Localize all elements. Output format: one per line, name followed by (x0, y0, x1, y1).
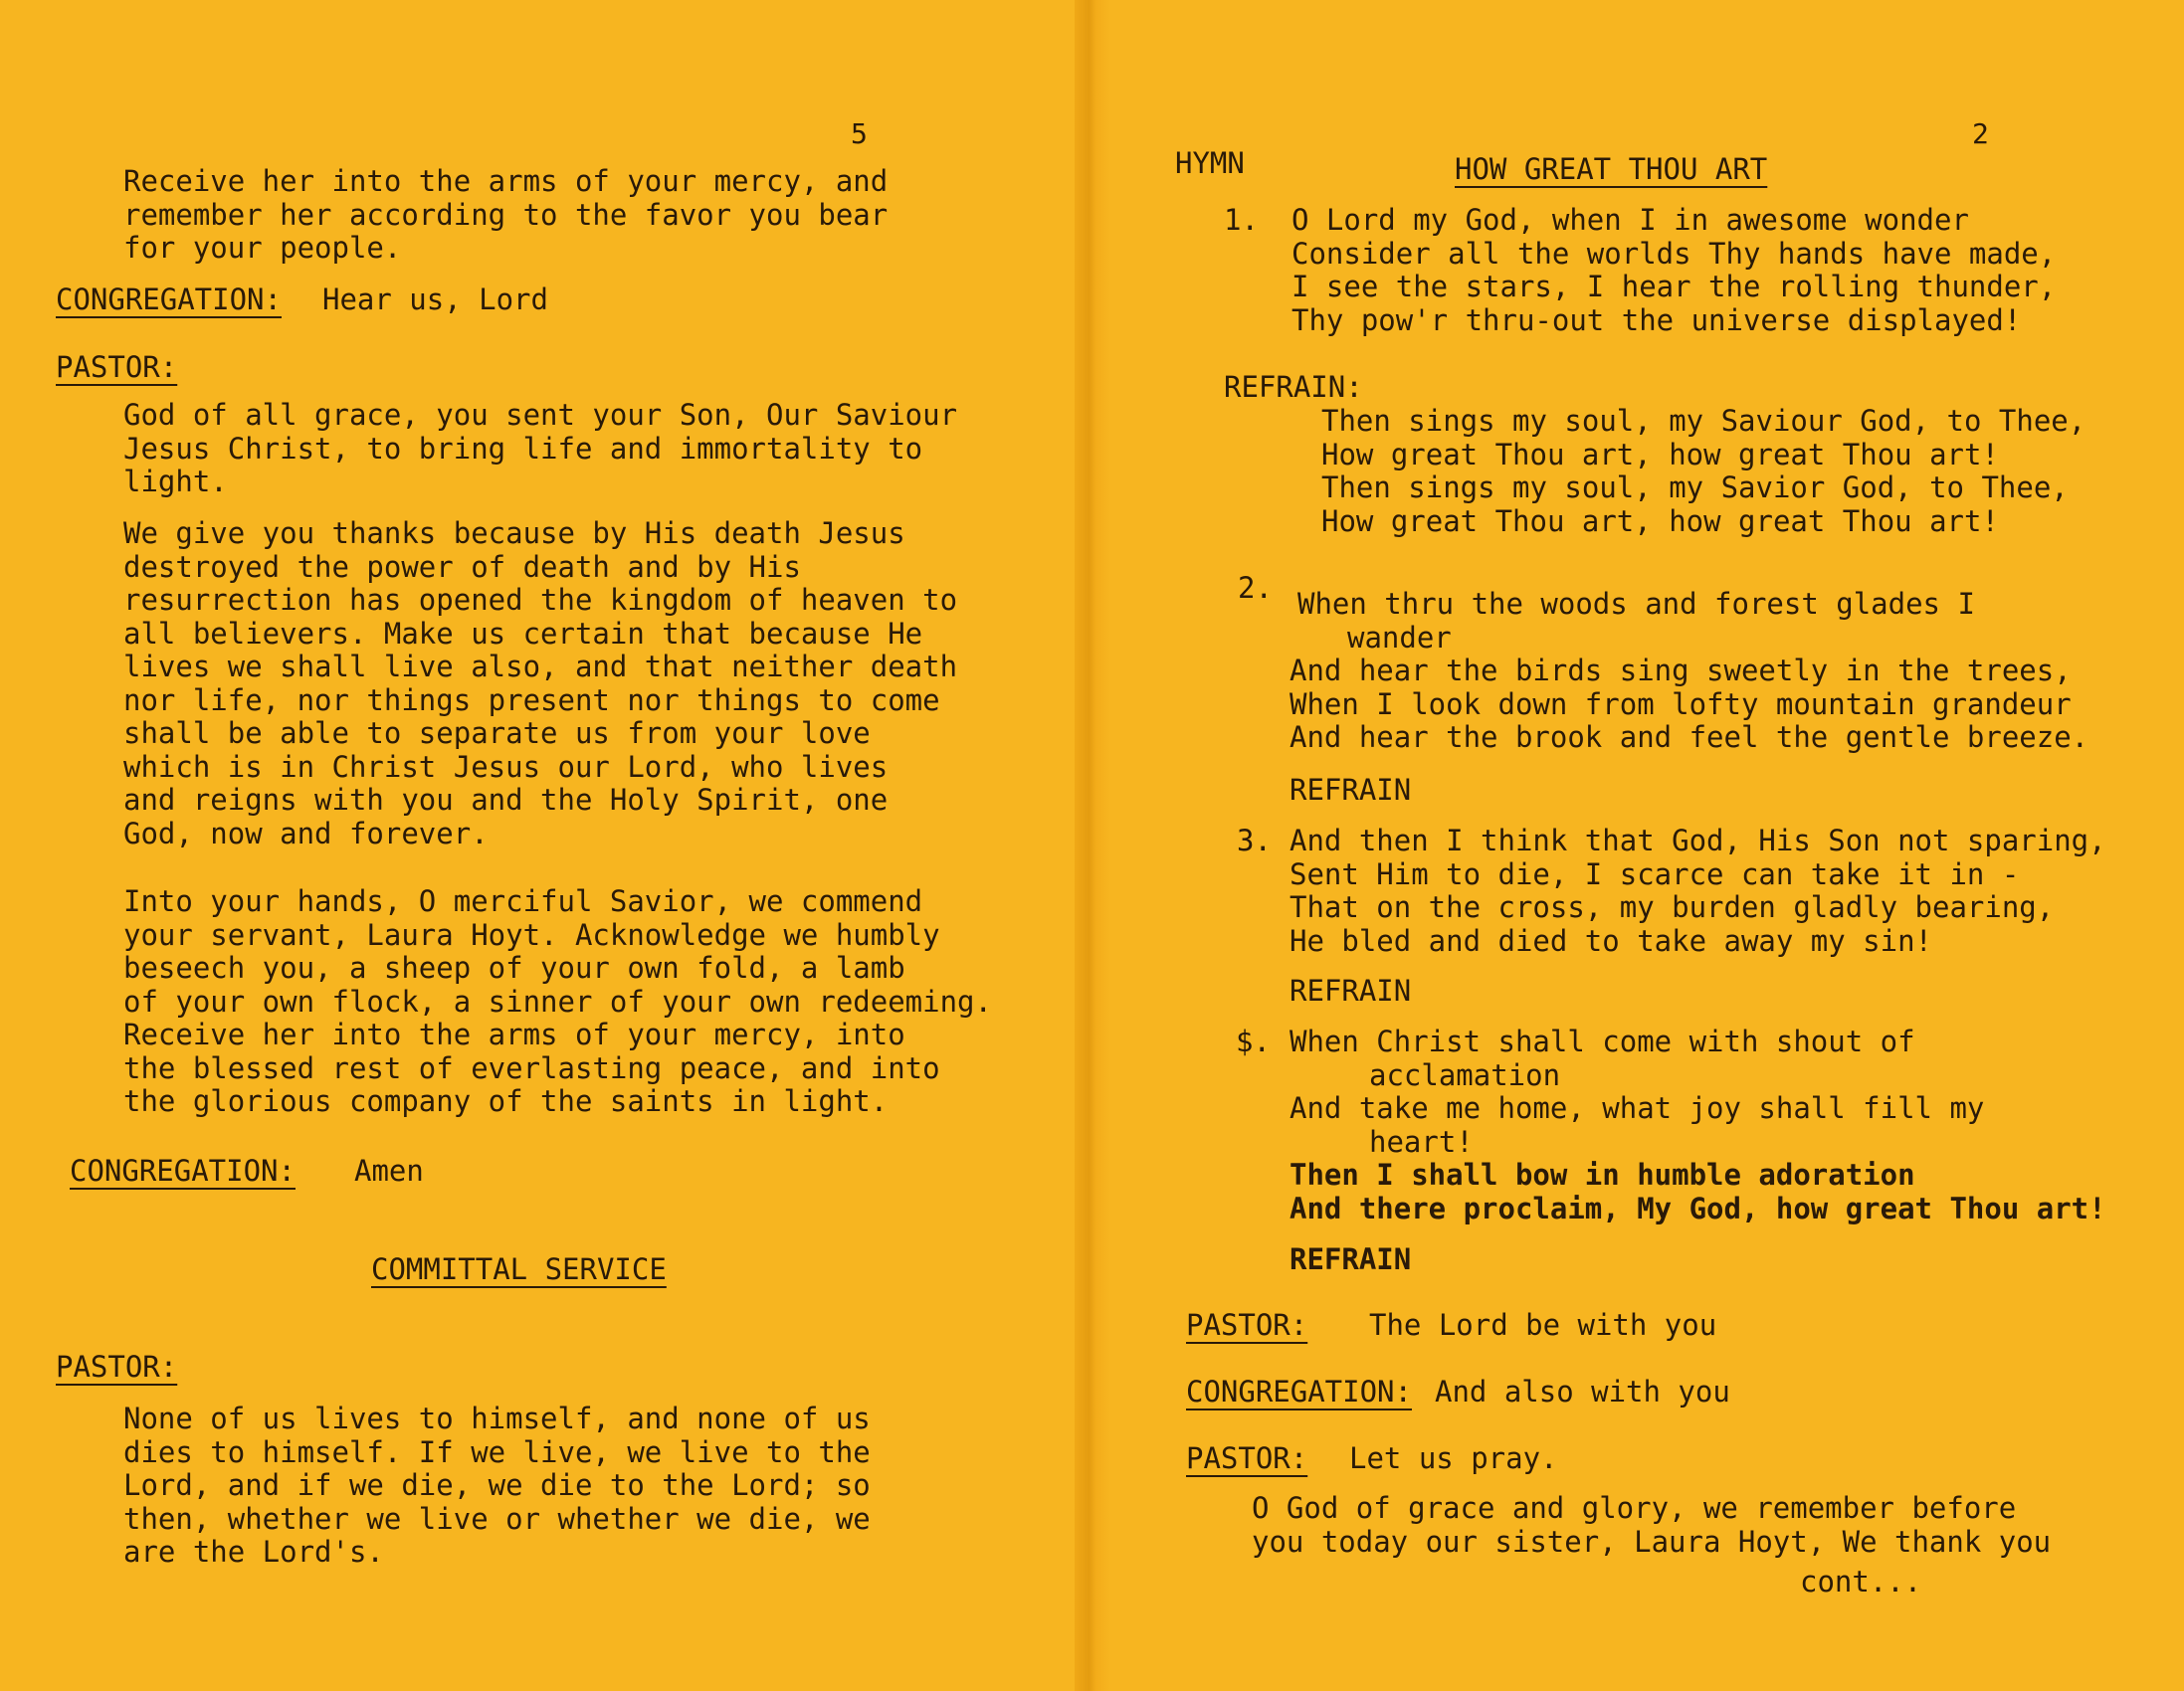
right-page (1110, 0, 2184, 1691)
thanks-paragraph: We give you thanks because by His death Jesus destroyed the power of death and by His resurrection has opened the kingdom of heaven to all believers. Make us certain that because He lives we shall live also, and that neither death nor life, nor things present nor things to come shall be able to separate us from your love which is in Christ Jesus our Lord, who lives and reigns with you and the Holy Spirit, one God, now and forever. (123, 516, 958, 850)
verse-1-number: 1. (1224, 203, 1259, 237)
pastor-label: PASTOR: (56, 350, 178, 384)
refrain-marker-2: REFRAIN (1290, 974, 1412, 1008)
opening-paragraph: Receive her into the arms of your mercy, and remember her according to the favor you bear for your people. (123, 164, 889, 265)
verse-1: O Lord my God, when I in awesome wonder Consider all the worlds Thy hands have made, I see the stars, I hear the rolling thunder, Thy pow'r thru-out the universe displayed! (1291, 203, 2057, 337)
congregation-label-2: CONGREGATION: (70, 1154, 296, 1188)
verse-2: When thru the woods and forest glades I wander And hear the birds sing sweetly in the trees, When I look down from lofty mountain grandeur And hear the brook and feel the gentle breeze. (1290, 587, 2089, 754)
verse-4-number: $. (1236, 1025, 1271, 1058)
center-fold (1075, 0, 1110, 1691)
continued-note: cont... (1800, 1565, 1922, 1598)
left-page (0, 0, 1075, 1691)
page-number-right: 2 (1972, 117, 1989, 150)
pastor-greeting: The Lord be with you (1369, 1308, 1717, 1342)
congregation-response: Hear us, Lord (322, 282, 548, 316)
pastor-label-2: PASTOR: (56, 1350, 178, 1384)
congregation-label-right: CONGREGATION: (1186, 1375, 1412, 1409)
refrain: Then sings my soul, my Saviour God, to Thee, How great Thou art, how great Thou art! Then sings my soul, my Savior God, to Thee, How great Thou art, how great Thou art! (1321, 404, 2086, 538)
pastor-label-right-2: PASTOR: (1186, 1441, 1308, 1475)
hymn-label: HYMN (1175, 146, 1245, 180)
commend-paragraph: Into your hands, O merciful Savior, we commend your servant, Laura Hoyt. Acknowledge we humbly beseech you, a sheep of your own fold, a lamb of your own flock, a sinner of your own redeeming. Receive her into the arms of your mercy, into the blessed rest of everlasting peace, and into the glorious company of the saints in light. (123, 884, 992, 1118)
verse-3-number: 3. (1237, 824, 1272, 857)
verse-2-number: 2. (1238, 571, 1273, 605)
refrain-label: REFRAIN: (1224, 370, 1363, 404)
congregation-label: CONGREGATION: (56, 282, 282, 316)
pastor-label-right: PASTOR: (1186, 1308, 1308, 1342)
hymn-title: HOW GREAT THOU ART (1455, 152, 1768, 186)
pastor-prayer-call: Let us pray. (1349, 1441, 1558, 1475)
grace-paragraph: God of all grace, you sent your Son, Our Saviour Jesus Christ, to bring life and immortality to light. (123, 398, 958, 498)
amen-response: Amen (354, 1154, 424, 1188)
congregation-greeting: And also with you (1435, 1375, 1730, 1409)
verse-4: When Christ shall come with shout of acclamation And take me home, what joy shall fill my heart! Then I shall bow in humble adoration And there proclaim, My God, how great Thou art! (1290, 1025, 2106, 1225)
refrain-marker-1: REFRAIN (1290, 773, 1412, 807)
committal-title: COMMITTAL SERVICE (371, 1252, 667, 1286)
verse-3: And then I think that God, His Son not sparing, Sent Him to die, I scarce can take it in - That on the cross, my burden gladly bearing, He bled and died to take away my sin! (1290, 824, 2106, 958)
prayer-paragraph: O God of grace and glory, we remember before you today our sister, Laura Hoyt, We thank you (1252, 1491, 2052, 1559)
refrain-marker-3: REFRAIN (1290, 1242, 1412, 1276)
committal-paragraph: None of us lives to himself, and none of us dies to himself. If we live, we live to the Lord, and if we die, we die to the Lord; so then, whether we live or whether we die, we are the Lord's. (123, 1402, 871, 1569)
page-number: 5 (851, 117, 868, 150)
